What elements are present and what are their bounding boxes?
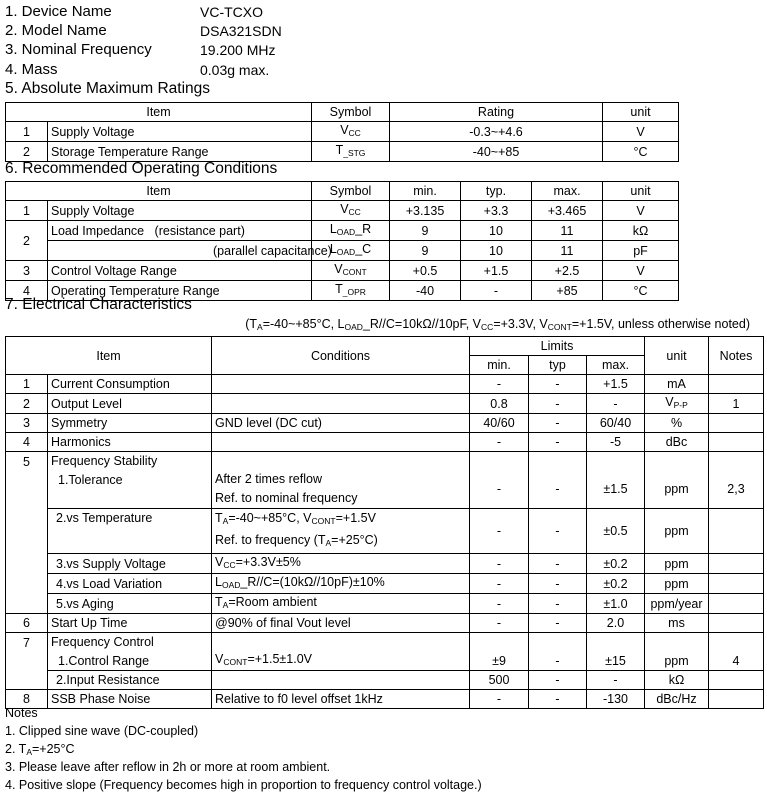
cond-line (215, 509, 466, 531)
table-row (6, 122, 679, 142)
cond-text: =Room ambient (228, 595, 317, 609)
absolute-max-table (5, 102, 679, 162)
row-unit: V (603, 261, 679, 281)
symbol-tail: _C (355, 242, 372, 256)
row-symbol (312, 122, 390, 142)
row-max: -5 (587, 433, 645, 452)
row-conditions (212, 554, 470, 574)
spec-mass (5, 61, 270, 79)
col-header-min: min. (390, 182, 461, 201)
unit-sub: P-P (673, 400, 688, 410)
row-max: ±0.2 (587, 554, 645, 574)
spec-device-name (5, 3, 263, 21)
col-header-symbol: Symbol (312, 182, 390, 201)
col-header-unit: unit (645, 337, 709, 375)
row-min: -40 (390, 281, 461, 301)
cond-sub: A (222, 516, 229, 526)
cond-sub: A (325, 538, 332, 548)
row-max: +1.5 (587, 375, 645, 394)
row-unit: ppm (645, 574, 709, 594)
row-typ: - (529, 433, 587, 452)
symbol-sub: OAD (336, 247, 356, 257)
cond-sub: OAD (221, 580, 241, 590)
row-unit: ppm/year (645, 594, 709, 614)
cond-text: =+1.5V (335, 511, 376, 525)
row-number: 1 (6, 375, 48, 394)
symbol-main: T (335, 143, 344, 157)
row-conditions (212, 452, 470, 471)
spec-value: DSA321SDN (200, 23, 282, 39)
cond-sub: CONT (547, 322, 572, 332)
row-conditions (212, 574, 470, 594)
table-row (6, 241, 679, 261)
col-header-unit: unit (603, 103, 679, 122)
note-text: =+25°C (31, 742, 75, 756)
table-row (6, 414, 764, 433)
cond-sub: CC (481, 322, 494, 332)
row-typ: - (529, 574, 587, 594)
symbol-sub: CC (348, 207, 361, 217)
row-item: Supply Voltage (48, 201, 312, 221)
row-item: SSB Phase Noise (48, 690, 212, 709)
row-typ (529, 633, 587, 652)
row-conditions (212, 394, 470, 414)
col-header-typ: typ (529, 356, 587, 375)
row-min: - (470, 594, 529, 614)
row-unit: ppm (645, 470, 709, 509)
row-max: 11 (532, 221, 603, 241)
row-symbol (312, 261, 390, 281)
row-min: - (470, 690, 529, 709)
note-sub: A (26, 747, 32, 757)
cond-text: _R//C=10kΩ//10pF, V (362, 317, 482, 331)
note-1: 1. Clipped sine wave (DC-coupled) (5, 724, 199, 738)
col-header-typ: typ. (461, 182, 532, 201)
row-number: 4 (6, 281, 48, 301)
table-row (6, 509, 764, 554)
row-notes (709, 414, 764, 433)
cond-text: =+1.5V, unless otherwise noted) (571, 317, 750, 331)
row-unit (645, 452, 709, 471)
row-unit (645, 633, 709, 652)
row-conditions (212, 433, 470, 452)
cond-text: _R//C=(10kΩ//10pF)±10% (240, 575, 385, 589)
row-max: 60/40 (587, 414, 645, 433)
symbol-main: V (334, 262, 343, 276)
row-typ: - (529, 375, 587, 394)
table-header-row (6, 182, 679, 201)
row-unit: % (645, 414, 709, 433)
symbol-sub: CC (348, 128, 361, 138)
row-min: ±9 (470, 651, 529, 671)
electrical-conditions-note (245, 317, 750, 332)
row-item: 3.vs Supply Voltage (48, 554, 212, 574)
cond-sub: CONT (223, 657, 248, 667)
cond-text: =-40~+85°C, L (262, 317, 345, 331)
row-notes (709, 554, 764, 574)
cond-text: =+3.3V, V (493, 317, 548, 331)
row-item: Storage Temperature Range (48, 142, 312, 162)
row-typ: - (529, 651, 587, 671)
row-typ: - (529, 671, 587, 690)
table-row (6, 633, 764, 652)
symbol-sub: CONT (342, 267, 367, 277)
table-row (6, 594, 764, 614)
cond-sub: CONT (311, 516, 336, 526)
row-notes (709, 375, 764, 394)
section-title-electrical: 7. Electrical Characteristics (5, 296, 192, 313)
spec-value: 0.03g max. (200, 62, 270, 78)
note-4: 4. Positive slope (Frequency becomes high in proportion to frequency control voltage.) (5, 778, 482, 792)
row-unit: ppm (645, 554, 709, 574)
col-header-max: max. (532, 182, 603, 201)
spec-label: 2. Model Name (5, 22, 107, 39)
row-min: 40/60 (470, 414, 529, 433)
symbol-main: V (340, 123, 349, 137)
row-max: +85 (532, 281, 603, 301)
row-typ: - (529, 394, 587, 414)
cond-line: Ref. to nominal frequency (215, 491, 358, 505)
spec-value: 19.200 MHz (200, 42, 276, 58)
row-typ (529, 452, 587, 471)
recommended-conditions-table (5, 181, 679, 301)
table-header-row (6, 337, 764, 356)
table-row (6, 452, 764, 471)
cond-text: =-40~+85°C, V (228, 511, 312, 525)
row-min (470, 633, 529, 652)
row-item: Harmonics (48, 433, 212, 452)
row-max: 11 (532, 241, 603, 261)
row-min: - (470, 614, 529, 633)
row-number: 2 (6, 394, 48, 414)
row-max (587, 452, 645, 471)
col-header-item: Item (6, 103, 312, 122)
notes-title: Notes (5, 706, 38, 720)
table-row (6, 221, 679, 241)
row-number: 7 (6, 633, 48, 690)
row-min: - (470, 554, 529, 574)
row-notes (709, 614, 764, 633)
row-notes (709, 433, 764, 452)
cond-line (215, 531, 466, 553)
row-min: 9 (390, 221, 461, 241)
spec-value: VC-TCXO (200, 4, 263, 20)
row-min (470, 452, 529, 471)
spec-label: 1. Device Name (5, 3, 112, 20)
row-unit: ppm (645, 509, 709, 554)
symbol-sub: _STG (343, 148, 366, 158)
row-number: 4 (6, 433, 48, 452)
table-row (6, 261, 679, 281)
row-conditions: @90% of final Vout level (212, 614, 470, 633)
table-row (6, 375, 764, 394)
table-row (6, 651, 764, 671)
row-conditions (212, 671, 470, 690)
row-number: 2 (6, 221, 48, 261)
row-typ: - (529, 690, 587, 709)
row-symbol (312, 201, 390, 221)
col-header-max: max. (587, 356, 645, 375)
row-max: - (587, 394, 645, 414)
row-typ: +3.3 (461, 201, 532, 221)
row-item: Load Impedance (resistance part) (48, 221, 312, 241)
row-conditions (212, 651, 470, 671)
row-typ: - (529, 554, 587, 574)
row-rating: -0.3~+4.6 (390, 122, 603, 142)
row-min: - (470, 433, 529, 452)
electrical-characteristics-table (5, 336, 764, 709)
row-min: +0.5 (390, 261, 461, 281)
table-row (6, 201, 679, 221)
row-unit: V (603, 122, 679, 142)
row-unit: kΩ (645, 671, 709, 690)
row-notes: 1 (709, 394, 764, 414)
col-header-rating: Rating (390, 103, 603, 122)
row-max: ±1.5 (587, 470, 645, 509)
row-item: 1.Control Range (48, 651, 212, 671)
row-symbol (312, 142, 390, 162)
row-max: 2.0 (587, 614, 645, 633)
col-header-item: Item (6, 337, 212, 375)
section-title-absolute-max: 5. Absolute Maximum Ratings (5, 80, 211, 97)
row-conditions (212, 470, 470, 509)
col-header-limits: Limits (470, 337, 645, 356)
table-row (6, 671, 764, 690)
row-item: Current Consumption (48, 375, 212, 394)
cond-sub: A (222, 600, 229, 610)
row-typ: - (529, 594, 587, 614)
row-conditions (212, 375, 470, 394)
row-unit (645, 394, 709, 414)
row-unit: °C (603, 281, 679, 301)
table-row (6, 574, 764, 594)
row-number: 8 (6, 690, 48, 709)
row-unit: mA (645, 375, 709, 394)
row-number: 2 (6, 142, 48, 162)
row-max: ±0.2 (587, 574, 645, 594)
cond-text: V (215, 652, 224, 666)
row-number: 6 (6, 614, 48, 633)
row-item: Start Up Time (48, 614, 212, 633)
symbol-main: V (340, 202, 349, 216)
note-text: 2. T (5, 742, 27, 756)
symbol-tail: _R (355, 222, 372, 236)
row-typ: 10 (461, 241, 532, 261)
row-typ: 10 (461, 221, 532, 241)
row-unit: ms (645, 614, 709, 633)
cond-sub: A (257, 322, 263, 332)
row-unit: dBc (645, 433, 709, 452)
col-header-item: Item (6, 182, 312, 201)
table-row (6, 142, 679, 162)
row-conditions: Relative to f0 level offset 1kHz (212, 690, 470, 709)
row-min: 0.8 (470, 394, 529, 414)
row-max: +3.465 (532, 201, 603, 221)
row-unit: °C (603, 142, 679, 162)
table-row (6, 394, 764, 414)
cond-text: (T (245, 317, 258, 331)
row-typ: - (529, 614, 587, 633)
table-row (6, 614, 764, 633)
symbol-main: T (335, 282, 343, 296)
row-item: 5.vs Aging (48, 594, 212, 614)
row-item: 4.vs Load Variation (48, 574, 212, 594)
row-symbol (312, 221, 390, 241)
row-typ: - (529, 470, 587, 509)
symbol-main: L (329, 222, 337, 236)
cond-text: L (215, 575, 222, 589)
symbol-sub: _OPR (342, 287, 366, 297)
col-header-symbol: Symbol (312, 103, 390, 122)
cond-sub: CC (223, 560, 236, 570)
cond-text: T (215, 511, 223, 525)
row-number: 1 (6, 122, 48, 142)
row-rating: -40~+85 (390, 142, 603, 162)
row-item: 2.vs Temperature (48, 509, 212, 554)
row-notes (709, 509, 764, 554)
row-conditions (212, 594, 470, 614)
row-typ: - (529, 509, 587, 554)
table-row (6, 690, 764, 709)
spec-nominal-frequency (5, 41, 276, 59)
row-unit: ppm (645, 651, 709, 671)
row-notes (709, 671, 764, 690)
row-number: 3 (6, 414, 48, 433)
row-item: Frequency Control (48, 633, 212, 652)
symbol-sub: OAD (336, 227, 356, 237)
table-row (6, 554, 764, 574)
cond-text: =+3.3V±5% (235, 555, 301, 569)
row-notes (709, 594, 764, 614)
cond-sub: OAD (344, 322, 363, 332)
row-item: 2.Input Resistance (48, 671, 212, 690)
table-row (6, 470, 764, 509)
row-item: Operating Temperature Range (48, 281, 312, 301)
row-unit: dBc/Hz (645, 690, 709, 709)
row-typ: - (529, 414, 587, 433)
cond-text: =+1.5±1.0V (247, 652, 312, 666)
row-conditions (212, 633, 470, 652)
row-min: - (470, 574, 529, 594)
row-conditions (212, 509, 470, 554)
cond-text: T (215, 595, 223, 609)
row-number: 3 (6, 261, 48, 281)
row-item: (parallel capacitance) (48, 241, 312, 261)
row-item: Symmetry (48, 414, 212, 433)
row-item: Frequency Stability (48, 452, 212, 471)
row-symbol (312, 281, 390, 301)
row-notes: 4 (709, 651, 764, 671)
row-max: ±1.0 (587, 594, 645, 614)
row-number: 5 (6, 452, 48, 614)
symbol-main: L (329, 242, 337, 256)
row-item: Output Level (48, 394, 212, 414)
row-max: -130 (587, 690, 645, 709)
row-notes (709, 690, 764, 709)
row-min: +3.135 (390, 201, 461, 221)
row-min: - (470, 509, 529, 554)
spec-model-name (5, 22, 282, 40)
row-max (587, 633, 645, 652)
unit-main: V (665, 395, 674, 409)
row-typ: - (461, 281, 532, 301)
table-row (6, 433, 764, 452)
row-unit: pF (603, 241, 679, 261)
row-item: Control Voltage Range (48, 261, 312, 281)
row-item: Supply Voltage (48, 122, 312, 142)
row-number: 1 (6, 201, 48, 221)
cond-line: After 2 times reflow (215, 472, 322, 486)
cond-text: =+25°C) (331, 533, 378, 547)
col-header-min: min. (470, 356, 529, 375)
row-notes: 2,3 (709, 470, 764, 509)
col-header-unit: unit (603, 182, 679, 201)
row-typ: +1.5 (461, 261, 532, 281)
row-min: - (470, 470, 529, 509)
row-max: - (587, 671, 645, 690)
row-max: +2.5 (532, 261, 603, 281)
row-unit: kΩ (603, 221, 679, 241)
note-3: 3. Please leave after reflow in 2h or more at room ambient. (5, 760, 331, 774)
row-max: ±15 (587, 651, 645, 671)
cond-text: Ref. to frequency (T (215, 533, 326, 547)
row-notes (709, 574, 764, 594)
col-header-conditions: Conditions (212, 337, 470, 375)
section-title-recommended: 6. Recommended Operating Conditions (5, 160, 278, 177)
cond-text: V (215, 555, 224, 569)
row-min: - (470, 375, 529, 394)
row-min: 500 (470, 671, 529, 690)
row-item: 1.Tolerance (48, 470, 212, 509)
row-notes (709, 452, 764, 471)
row-min: 9 (390, 241, 461, 261)
row-notes (709, 633, 764, 652)
col-header-notes: Notes (709, 337, 764, 375)
row-max: ±0.5 (587, 509, 645, 554)
spec-label: 3. Nominal Frequency (5, 41, 152, 58)
table-header-row (6, 103, 679, 122)
row-unit: V (603, 201, 679, 221)
spec-label: 4. Mass (5, 61, 58, 78)
row-conditions: GND level (DC cut) (212, 414, 470, 433)
